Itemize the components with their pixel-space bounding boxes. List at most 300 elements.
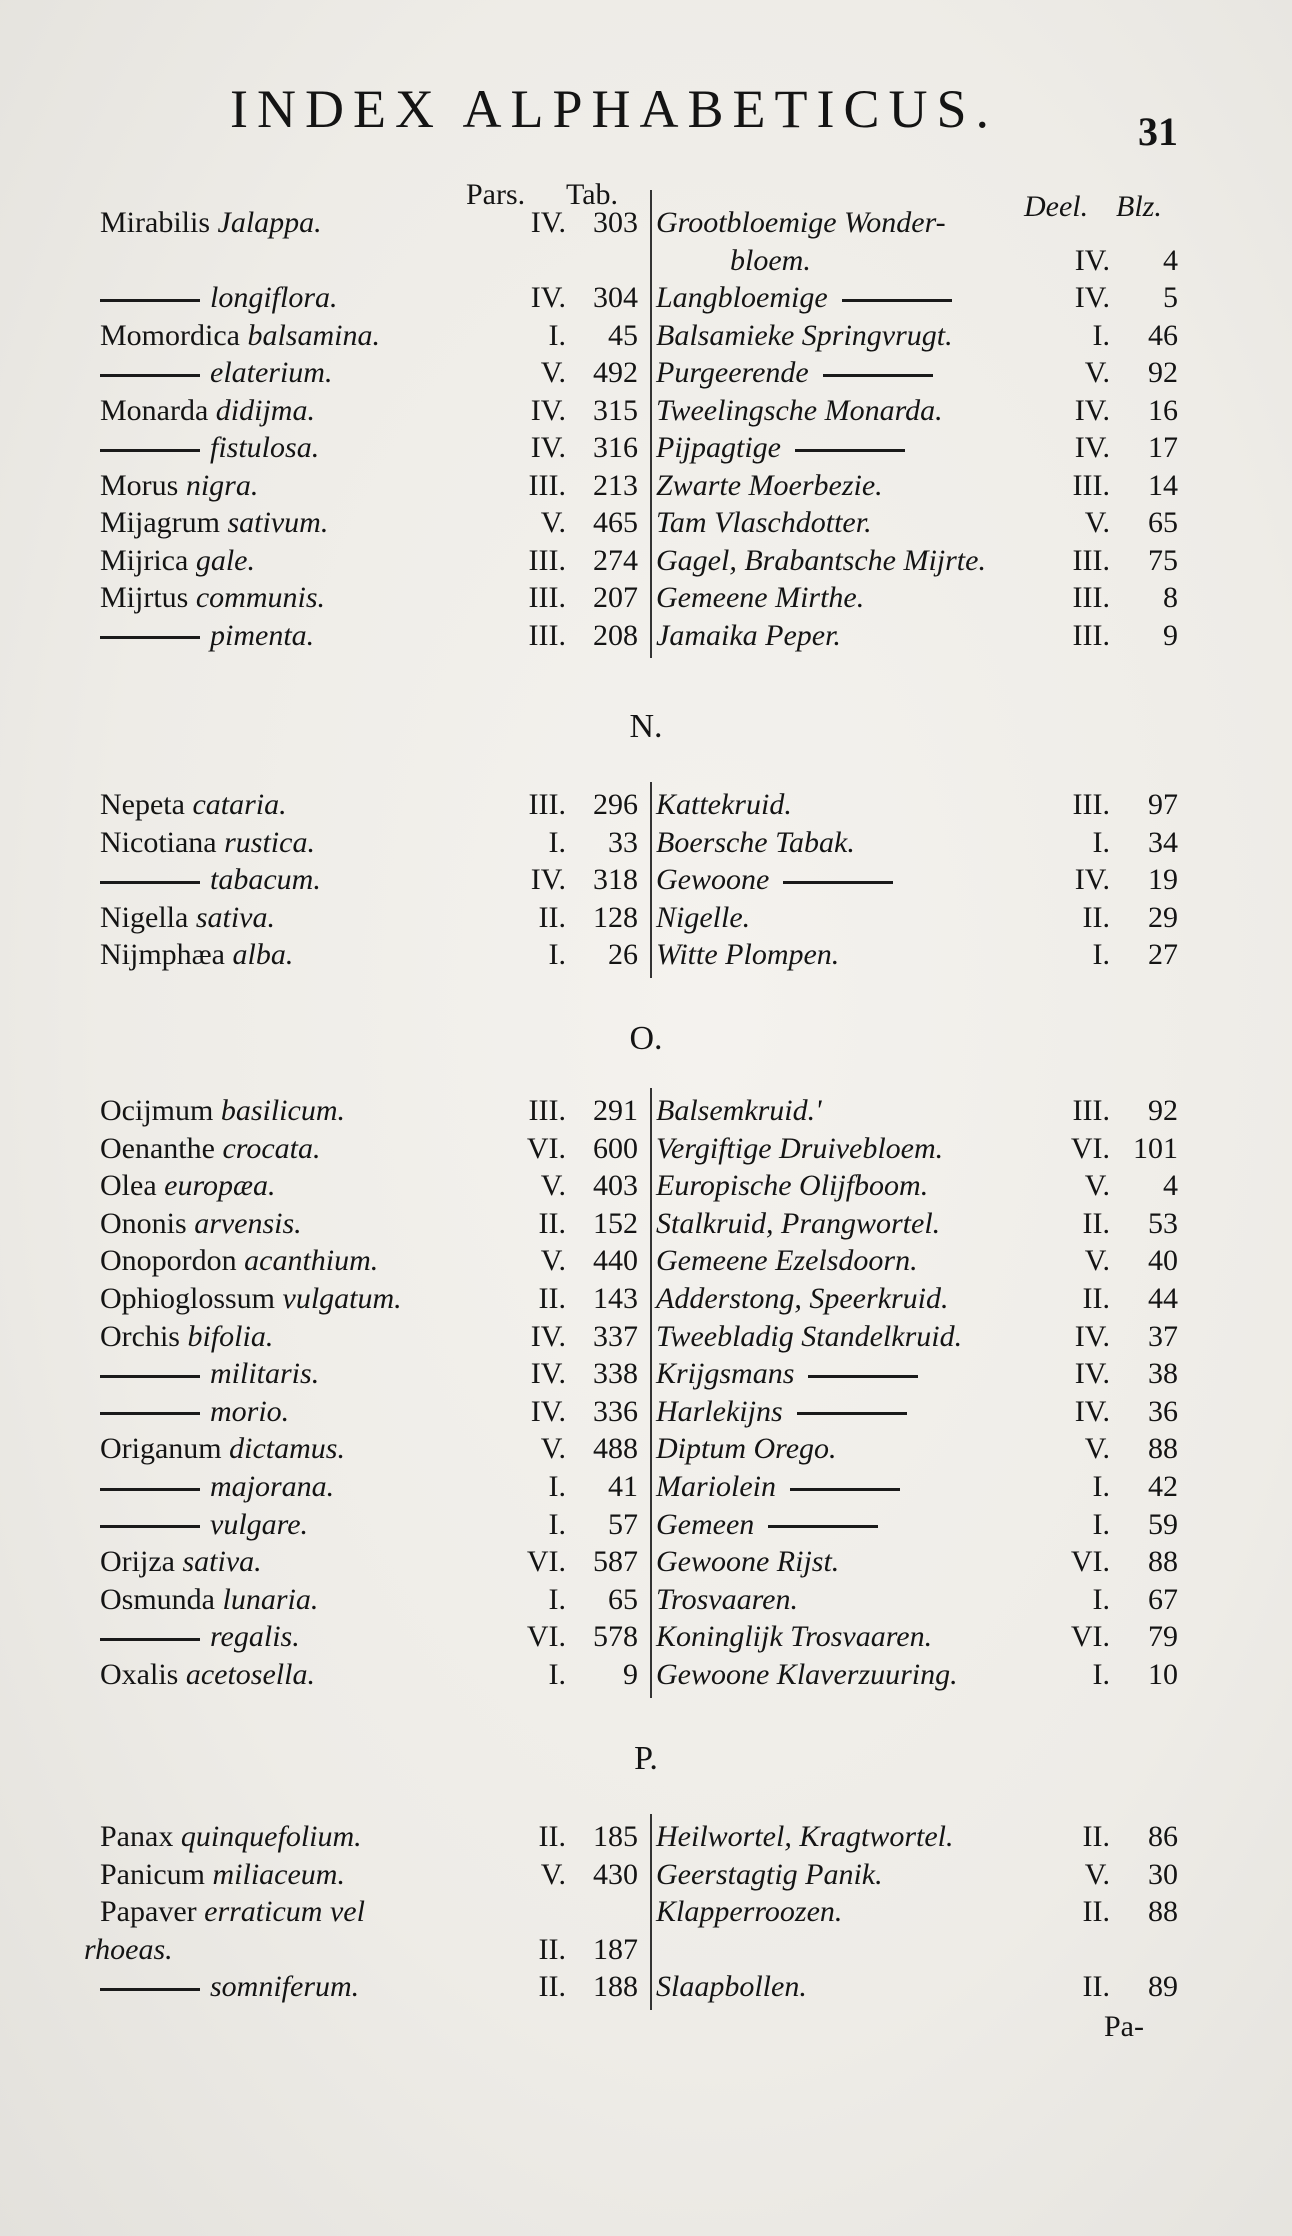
pars-number: V.	[540, 506, 566, 539]
latin-name	[100, 204, 322, 242]
index-entry-row	[0, 861, 1292, 899]
pars-number: I.	[548, 1658, 566, 1691]
deel-number: I.	[1092, 825, 1110, 859]
species-name: elaterium.	[210, 356, 333, 389]
dutch-name	[656, 579, 864, 617]
tab-number: 316	[593, 431, 638, 464]
ditto-dash	[100, 299, 200, 302]
genus-name: Ocijmum	[100, 1094, 214, 1127]
species-name: morio.	[210, 1394, 290, 1428]
deel-number: VI.	[1070, 1620, 1110, 1654]
latin-name	[100, 1092, 345, 1130]
ditto-dash	[797, 1412, 907, 1415]
dutch-name	[656, 1581, 798, 1619]
dutch-name-text: Europische Olijfboom.	[656, 1169, 929, 1203]
dutch-name-text: Tweelingsche Monarda.	[656, 393, 943, 427]
deel-number: III.	[1072, 468, 1110, 502]
tab-number: 33	[608, 825, 638, 859]
pars-number: IV.	[530, 431, 566, 464]
deel-number: III.	[1072, 581, 1110, 614]
latin-name	[100, 1318, 273, 1356]
ditto-dash	[100, 449, 200, 452]
pars-number: II.	[538, 1970, 566, 2003]
tab-number: 440	[593, 1244, 638, 1278]
blz-number: 4	[1163, 243, 1178, 277]
index-entry-row	[0, 1543, 1292, 1581]
species-name: nigra.	[185, 468, 259, 502]
latin-name	[100, 1430, 345, 1468]
dutch-name-text: Zwarte Moerbezie.	[656, 468, 883, 502]
pars-number: VI.	[526, 1620, 566, 1654]
ditto-dash	[100, 1525, 200, 1528]
deel-number: IV.	[1074, 863, 1110, 896]
dutch-name	[656, 936, 839, 974]
latin-name	[100, 1618, 300, 1656]
species-name: regalis.	[210, 1620, 300, 1654]
index-entry-row	[0, 1968, 1292, 2006]
latin-name	[100, 1205, 302, 1243]
blz-number: 36	[1148, 1394, 1178, 1428]
species-name: crocata.	[222, 1131, 321, 1165]
blz-number: 42	[1148, 1470, 1178, 1503]
tab-number: 465	[593, 506, 638, 539]
genus-name: Panax	[100, 1820, 174, 1853]
genus-name: Momordica	[100, 318, 240, 352]
blz-number: 14	[1148, 468, 1178, 502]
ditto-dash	[842, 299, 952, 302]
index-entry-row	[0, 1856, 1292, 1894]
blz-number: 34	[1148, 825, 1178, 859]
latin-name	[100, 824, 315, 862]
species-name: tabacum.	[210, 863, 321, 896]
pars-number: III.	[528, 1094, 566, 1127]
dutch-name	[656, 824, 855, 862]
latin-name	[100, 1818, 362, 1856]
dutch-name	[656, 1893, 842, 1931]
dutch-name-text: Gewoone	[656, 863, 770, 896]
ditto-dash	[790, 1488, 900, 1491]
pars-number: V.	[540, 1432, 566, 1466]
blz-number: 46	[1148, 318, 1178, 352]
dutch-name	[656, 429, 915, 467]
dutch-name	[656, 617, 841, 655]
blz-number: 30	[1148, 1857, 1178, 1891]
pars-number: III.	[528, 618, 566, 652]
ditto-dash	[100, 636, 200, 639]
dutch-name-text: Nigelle.	[656, 900, 751, 934]
pars-number: IV.	[530, 206, 566, 239]
species-name: fistulosa.	[210, 431, 320, 464]
index-entry-row	[0, 1430, 1292, 1468]
index-entry-row	[0, 429, 1292, 467]
deel-number: II.	[1082, 900, 1110, 934]
tab-number: 208	[593, 618, 638, 652]
page-title: INDEX ALPHABETICUS.	[230, 79, 999, 139]
dutch-name	[656, 1506, 888, 1544]
index-entry-row	[0, 354, 1292, 392]
index-entry-row	[0, 579, 1292, 617]
pars-number: VI.	[526, 1545, 566, 1579]
dutch-name	[656, 1543, 839, 1581]
species-name: communis.	[195, 581, 326, 614]
genus-name: Mirabilis	[100, 206, 210, 239]
dutch-name-text: Gewoone Klaverzuuring.	[656, 1658, 958, 1691]
tab-number: 303	[593, 206, 638, 239]
pars-number: I.	[548, 938, 566, 971]
dutch-name	[656, 1130, 943, 1168]
species-name: gale.	[195, 543, 255, 577]
index-entry-row	[0, 936, 1292, 974]
dutch-name-text: Balsamieke Springvrugt.	[656, 318, 953, 352]
index-entry-row	[0, 1656, 1292, 1694]
deel-number: IV.	[1074, 1394, 1110, 1428]
index-entry-row	[0, 1468, 1292, 1506]
deel-number: V.	[1084, 1169, 1110, 1203]
tab-number: 188	[593, 1970, 638, 2003]
tab-number: 41	[608, 1470, 638, 1503]
species-name: lunaria.	[222, 1582, 319, 1616]
index-entry-row	[0, 899, 1292, 937]
deel-number: V.	[1084, 1432, 1110, 1466]
blz-number: 89	[1148, 1970, 1178, 2003]
deel-number: IV.	[1074, 1357, 1110, 1391]
dutch-name	[656, 1818, 954, 1856]
latin-name	[100, 317, 380, 355]
pars-number: IV.	[530, 1319, 566, 1353]
deel-number: I.	[1092, 1507, 1110, 1541]
species-name: europæa.	[164, 1169, 276, 1203]
blz-number: 29	[1148, 900, 1178, 934]
tab-number: 185	[593, 1820, 638, 1853]
latin-name	[100, 1656, 315, 1694]
genus-name: Nijmphæa	[100, 938, 225, 971]
pars-number: I.	[548, 1582, 566, 1616]
dutch-name-text: bloem.	[730, 243, 811, 277]
tab-number: 318	[593, 863, 638, 896]
tab-number: 338	[593, 1357, 638, 1391]
index-entry-row	[0, 392, 1292, 430]
tab-number: 274	[593, 543, 638, 577]
dutch-name-text: Langbloemige	[656, 281, 828, 314]
pars-number: III.	[528, 581, 566, 614]
ditto-dash	[100, 1638, 200, 1641]
dutch-name-text: Gewoone Rijst.	[656, 1545, 840, 1579]
genus-name: Orchis	[100, 1319, 180, 1353]
deel-number: I.	[1092, 1470, 1110, 1503]
deel-number: II.	[1082, 1820, 1110, 1853]
genus-name: Olea	[100, 1169, 157, 1203]
latin-name	[100, 1543, 262, 1581]
genus-name: Morus	[100, 468, 179, 502]
latin-name	[100, 392, 315, 430]
pars-number: IV.	[530, 393, 566, 427]
latin-name	[100, 1355, 319, 1393]
tab-number: 45	[608, 318, 638, 352]
dutch-name-text: Pijpagtige	[656, 431, 781, 464]
blz-number: 67	[1148, 1582, 1178, 1616]
deel-number: I.	[1092, 938, 1110, 971]
dutch-name	[656, 1856, 883, 1894]
blz-number: 17	[1148, 431, 1178, 464]
index-entry-row	[0, 1167, 1292, 1205]
deel-number: V.	[1084, 356, 1110, 389]
pars-number: IV.	[530, 1394, 566, 1428]
dutch-name	[656, 1968, 807, 2006]
latin-name	[84, 1931, 173, 1969]
tab-number: 152	[593, 1206, 638, 1240]
dutch-name	[656, 899, 750, 937]
blz-number: 101	[1133, 1131, 1178, 1165]
genus-name: Mijrica	[100, 543, 189, 577]
genus-name: Orijza	[100, 1545, 175, 1579]
latin-name	[100, 504, 328, 542]
pars-number: II.	[538, 1206, 566, 1240]
species-name: acetosella.	[185, 1658, 315, 1691]
tab-number: 213	[593, 468, 638, 502]
latin-name	[100, 1856, 345, 1894]
dutch-name	[656, 1092, 822, 1130]
latin-name	[100, 617, 314, 655]
species-name: somniferum.	[210, 1970, 360, 2003]
deel-number: III.	[1072, 543, 1110, 577]
index-entry-row	[0, 1506, 1292, 1544]
column-header-tab: Tab.	[566, 178, 619, 211]
tab-number: 187	[593, 1932, 638, 1966]
deel-number: I.	[1092, 1658, 1110, 1691]
index-entry-row	[0, 786, 1292, 824]
blz-number: 65	[1148, 506, 1178, 539]
latin-name	[100, 1968, 359, 2006]
tab-number: 57	[608, 1507, 638, 1541]
pars-number: II.	[538, 1932, 566, 1966]
deel-number: V.	[1084, 1857, 1110, 1891]
dutch-name-text: Koninglijk Trosvaaren.	[656, 1620, 933, 1654]
species-name: militaris.	[210, 1357, 320, 1391]
dutch-name	[656, 1468, 910, 1506]
blz-number: 53	[1148, 1206, 1178, 1240]
genus-name: Nicotiana	[100, 825, 217, 859]
dutch-name	[656, 1355, 928, 1393]
dutch-name	[656, 1205, 940, 1243]
species-name: arvensis.	[194, 1206, 302, 1240]
latin-name	[100, 279, 338, 317]
pars-number: I.	[548, 1507, 566, 1541]
column-header-pars: Pars.	[466, 178, 526, 211]
dutch-name	[656, 786, 792, 824]
tab-number: 430	[593, 1857, 638, 1891]
deel-number: IV.	[1074, 1319, 1110, 1353]
blz-number: 16	[1148, 393, 1178, 427]
deel-number: VI.	[1070, 1545, 1110, 1579]
dutch-name-text: Vergiftige Druivebloem.	[656, 1131, 944, 1165]
dutch-name	[730, 242, 811, 280]
dutch-name-text: Gemeene Ezelsdoorn.	[656, 1244, 918, 1278]
species-name: balsamina.	[247, 318, 380, 352]
tab-number: 492	[593, 356, 638, 389]
deel-number: II.	[1082, 1895, 1110, 1928]
pars-number: II.	[538, 900, 566, 934]
page-number: 31	[1138, 109, 1178, 154]
dutch-name-text: Heilwortel, Kragtwortel.	[656, 1820, 954, 1853]
index-entry-row	[0, 1092, 1292, 1130]
index-entry-row	[0, 279, 1292, 317]
dutch-name	[656, 1280, 948, 1318]
pars-number: V.	[540, 1857, 566, 1891]
ditto-dash	[823, 374, 933, 377]
index-entry-row	[0, 1581, 1292, 1619]
genus-name: Origanum	[100, 1432, 222, 1466]
index-entry-row	[0, 542, 1292, 580]
section-heading-n: N.	[629, 708, 663, 745]
dutch-name	[656, 1318, 962, 1356]
pars-number: IV.	[530, 1357, 566, 1391]
species-name: rustica.	[224, 825, 315, 859]
blz-number: 40	[1148, 1244, 1178, 1278]
species-name: majorana.	[210, 1470, 335, 1503]
tab-number: 587	[593, 1545, 638, 1579]
index-entry-row	[0, 1355, 1292, 1393]
pars-number: III.	[528, 468, 566, 502]
blz-number: 9	[1163, 618, 1178, 652]
blz-number: 92	[1148, 356, 1178, 389]
pars-number: III.	[528, 788, 566, 821]
section-heading-o: O.	[629, 1020, 663, 1057]
dutch-name	[656, 542, 986, 580]
dutch-name-text: Mariolein	[656, 1470, 776, 1503]
genus-name: Monarda	[100, 393, 209, 427]
latin-name	[100, 1242, 378, 1280]
pars-number: I.	[548, 1470, 566, 1503]
dutch-name-text: Klapperroozen.	[656, 1895, 843, 1928]
species-name: sativum.	[227, 506, 329, 539]
index-entry-row	[0, 1280, 1292, 1318]
blz-number: 10	[1148, 1658, 1178, 1691]
latin-name	[100, 1468, 334, 1506]
deel-number: II.	[1082, 1282, 1110, 1315]
index-entry-row	[0, 467, 1292, 505]
species-name: erraticum vel	[204, 1895, 365, 1928]
dutch-name	[656, 354, 943, 392]
latin-name	[100, 1130, 320, 1168]
tab-number: 488	[593, 1432, 638, 1466]
species-name: rhoeas.	[84, 1932, 173, 1966]
latin-name	[100, 542, 255, 580]
dutch-name	[656, 1656, 958, 1694]
index-entry-row	[0, 1893, 1292, 1931]
latin-name	[100, 1393, 289, 1431]
ditto-dash	[100, 881, 200, 884]
dutch-name	[656, 1393, 917, 1431]
latin-name	[100, 786, 287, 824]
blz-number: 44	[1148, 1282, 1178, 1315]
tab-number: 128	[593, 900, 638, 934]
dutch-name-text: Diptum Orego.	[656, 1432, 837, 1466]
pars-number: II.	[538, 1820, 566, 1853]
latin-name	[100, 1280, 402, 1318]
deel-number: IV.	[1074, 431, 1110, 464]
index-entry-row	[0, 1205, 1292, 1243]
deel-number: V.	[1084, 506, 1110, 539]
species-name: vulgatum.	[282, 1282, 402, 1315]
blz-number: 88	[1148, 1432, 1178, 1466]
latin-name	[100, 1167, 276, 1205]
ditto-dash	[100, 1375, 200, 1378]
deel-number: II.	[1082, 1206, 1110, 1240]
ditto-dash	[783, 881, 893, 884]
index-entry-row	[0, 1130, 1292, 1168]
index-entry-row	[0, 317, 1292, 355]
ditto-dash	[795, 449, 905, 452]
latin-name	[100, 429, 319, 467]
ditto-dash	[808, 1375, 918, 1378]
species-name: cataria.	[192, 788, 287, 821]
tab-number: 291	[593, 1094, 638, 1127]
dutch-name-text: Gemeen	[656, 1507, 755, 1541]
pars-number: I.	[548, 318, 566, 352]
dutch-name	[656, 1167, 928, 1205]
dutch-name-text: Tweebladig Standelkruid.	[656, 1319, 963, 1353]
blz-number: 4	[1163, 1169, 1178, 1203]
species-name: sativa.	[195, 900, 275, 934]
latin-name	[100, 861, 321, 899]
species-name: longiflora.	[210, 281, 338, 314]
dutch-name	[656, 1242, 918, 1280]
dutch-name	[656, 317, 953, 355]
genus-name: Oxalis	[100, 1658, 179, 1691]
genus-name: Nigella	[100, 900, 189, 934]
genus-name: Mijrtus	[100, 581, 189, 614]
blz-number: 79	[1148, 1620, 1178, 1654]
column-header-blz: Blz.	[1116, 190, 1162, 223]
latin-name	[100, 354, 332, 392]
tab-number: 296	[593, 788, 638, 821]
ditto-dash	[768, 1525, 878, 1528]
dutch-name-text: Adderstong, Speerkruid.	[656, 1282, 949, 1315]
blz-number: 88	[1148, 1545, 1178, 1579]
blz-number: 8	[1163, 581, 1178, 614]
deel-number: I.	[1092, 1582, 1110, 1616]
species-name: Jalappa.	[217, 206, 322, 239]
blz-number: 37	[1148, 1319, 1178, 1353]
pars-number: I.	[548, 825, 566, 859]
dutch-name-text: Purgeerende	[656, 356, 809, 389]
pars-number: V.	[540, 356, 566, 389]
species-name: miliaceum.	[212, 1857, 345, 1891]
species-name: sativa.	[182, 1545, 262, 1579]
pars-number: II.	[538, 1282, 566, 1315]
genus-name: Papaver	[100, 1895, 197, 1928]
section-heading-p: P.	[634, 1740, 658, 1777]
species-name: dictamus.	[229, 1432, 345, 1466]
deel-number: IV.	[1074, 281, 1110, 314]
dutch-name-text: Gagel, Brabantsche Mijrte.	[656, 543, 986, 577]
blz-number: 19	[1148, 863, 1178, 896]
deel-number: IV.	[1074, 243, 1110, 277]
dutch-name-text: Witte Plompen.	[656, 938, 840, 971]
index-entry-row	[0, 1931, 1292, 1969]
genus-name: Panicum	[100, 1857, 205, 1891]
index-entry-row	[0, 617, 1292, 655]
index-entry-row	[0, 1818, 1292, 1856]
pars-number: IV.	[530, 863, 566, 896]
deel-number: III.	[1072, 1094, 1110, 1127]
dutch-name-text: Harlekijns	[656, 1394, 783, 1428]
index-entry-row	[0, 1318, 1292, 1356]
index-entry-row	[0, 504, 1292, 542]
dutch-name	[656, 204, 946, 242]
species-name: pimenta.	[210, 618, 315, 652]
latin-name	[100, 899, 275, 937]
